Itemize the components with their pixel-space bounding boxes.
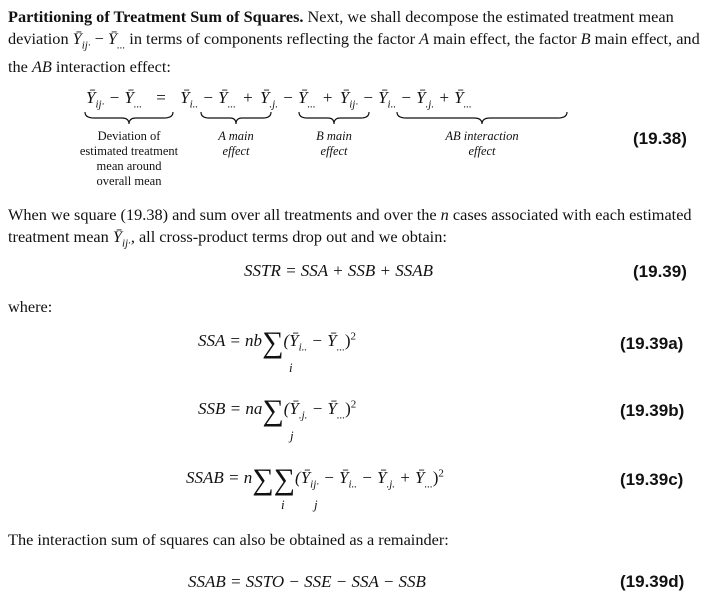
equation-number-19-39a: (19.39a) xyxy=(620,334,684,353)
equation-number-19-39d: (19.39d) xyxy=(620,572,685,591)
equation-number-19-39: (19.39) xyxy=(633,262,687,281)
equation-19-39a: SSA = $nb\sum(Ȳ_{i..}$ − $Ȳ_{...})^2$ xyxy=(198,326,356,359)
where-label: where: xyxy=(8,297,53,316)
label-deviation: Deviation of estimated treatment mean around overall mean xyxy=(79,129,179,188)
label-a-main-effect: A main effect xyxy=(218,129,254,158)
underbrace-ab-effect xyxy=(396,110,568,126)
eq-term-a: $Ȳ_{i..}$ − $Ȳ_{...}$ xyxy=(180,88,236,111)
paragraph-intro: Partitioning of Treatment Sum of Squares. Next, we shall decompose the estimated treatment mean deviation $Ȳ_{ij\cdot}$ − $Ȳ_{...}$ in terms of components reflecting the factor A main effect, the factor B main effect, and the AB interaction effect: xyxy=(8,7,700,77)
underbrace-deviation xyxy=(84,110,174,126)
section-heading: Partitioning of Treatment Sum of Squares. xyxy=(8,7,304,26)
sum-index-j: j xyxy=(290,428,294,443)
equation-19-38: $Ȳ_{ij\cdot}$ − $Ȳ_{...}$ = $Ȳ_{i..}$ − $Ȳ_{...}$ + $Ȳ_{.j.}$ − $Ȳ_{...}$ + $Ȳ_{ij\cdot}$ − $Ȳ_{i..}$ − $Ȳ_{.j.}$ + $Ȳ_{...}$ xyxy=(86,88,472,111)
equation-number-19-39c: (19.39c) xyxy=(620,470,684,489)
equation-number-19-39b: (19.39b) xyxy=(620,401,685,420)
eq-lhs: $Ȳ_{ij\cdot}$ − $Ȳ_{...}$ xyxy=(86,88,143,111)
equation-number-19-38: (19.38) xyxy=(633,129,687,148)
sum-index-j-c: j xyxy=(314,497,318,512)
sum-index-i-c: i xyxy=(281,497,285,512)
sum-index-i: i xyxy=(289,360,293,375)
underbrace-a-effect xyxy=(200,110,272,126)
equation-19-39d: SSAB = SSTO − SSE − SSA − SSB xyxy=(188,572,426,591)
underbrace-b-effect xyxy=(298,110,370,126)
paragraph-square-sum: When we square (19.38) and sum over all treatments and over the n cases associated with each estimated treatment mean $Ȳ_{ij\cdot}$, all cross-product terms drop out and we obtain: xyxy=(8,205,692,250)
eq-term-b: $Ȳ_{.j.}$ − $Ȳ_{...}$ xyxy=(259,88,316,111)
equation-19-39c: SSAB = $n\sum\sum(Ȳ_{ij\cdot}$ − $Ȳ_{i..}$ − $Ȳ_{.j.}$ + $Ȳ_{...})^2$ xyxy=(186,463,444,496)
paragraph-remainder: The interaction sum of squares can also be obtained as a remainder: xyxy=(8,530,449,549)
equation-19-39: SSTR = SSA + SSB + SSAB xyxy=(244,261,433,280)
equation-19-39b: SSB = $na\sum(Ȳ_{.j.}$ − $Ȳ_{...})^2$ xyxy=(198,394,357,427)
label-ab-interaction: AB interaction effect xyxy=(445,129,519,158)
label-b-main-effect: B main effect xyxy=(316,129,352,158)
eq-term-ab: $Ȳ_{ij\cdot}$ − $Ȳ_{i..}$ − $Ȳ_{.j.}$ + $Ȳ_{...}$ xyxy=(339,88,472,111)
